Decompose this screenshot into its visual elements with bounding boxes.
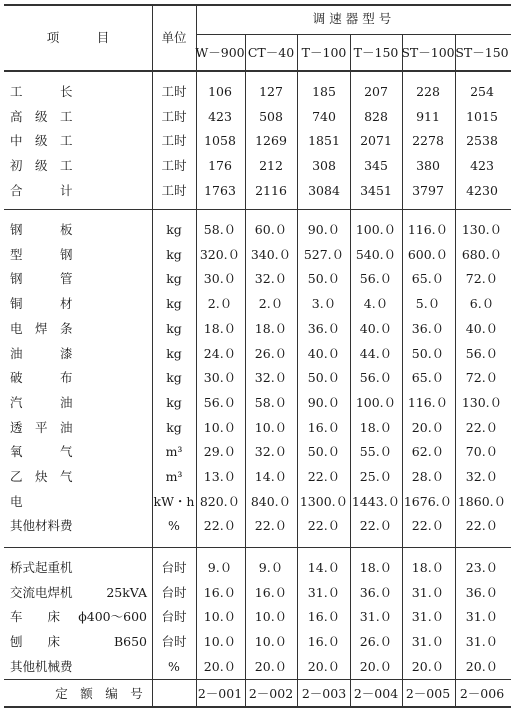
- table-cell: 840.０: [250, 493, 292, 509]
- row-unit: kg: [166, 394, 182, 410]
- table-cell: 22.０: [465, 419, 499, 435]
- table-cell: 22.０: [359, 518, 393, 534]
- quota-code: 2－003: [301, 686, 347, 701]
- row-label: 车 床: [10, 609, 61, 625]
- table-cell: 9.０: [207, 560, 233, 575]
- row-spec: ϕ400～600: [78, 609, 147, 625]
- row-unit: m³: [165, 469, 183, 484]
- table-cell: 820.０: [199, 493, 241, 509]
- row-label: 刨 床: [10, 634, 61, 650]
- table-cell: 26.０: [359, 634, 393, 650]
- table-cell: 32.０: [254, 370, 288, 386]
- table-cell: 18.０: [359, 560, 393, 575]
- table-cell: 16.０: [307, 419, 341, 435]
- table-cell: 127: [259, 84, 283, 99]
- table-cell: 22.０: [307, 518, 341, 534]
- row-label: 桥式起重机: [10, 560, 73, 575]
- table-cell: 56.０: [359, 271, 393, 287]
- model-column-divider: [245, 34, 246, 706]
- table-cell: 22.０: [254, 518, 288, 534]
- table-cell: 10.０: [254, 609, 288, 625]
- table-cell: 36.０: [307, 320, 341, 336]
- table-cell: 10.０: [203, 419, 237, 435]
- unit-column-divider: [152, 4, 153, 706]
- table-cell: 20.０: [411, 658, 445, 674]
- bottom-border: [4, 706, 511, 708]
- table-cell: 40.０: [465, 320, 499, 336]
- table-cell: 22.０: [203, 518, 237, 534]
- table-cell: 423: [470, 158, 494, 174]
- row-label: 油 漆: [10, 345, 73, 361]
- table-cell: 55.０: [359, 444, 393, 460]
- table-cell: 56.０: [203, 394, 237, 410]
- table-cell: 25.０: [359, 469, 393, 484]
- table-cell: 100.０: [355, 222, 397, 237]
- table-cell: 1676.０: [403, 493, 453, 509]
- row-unit: kg: [166, 370, 182, 386]
- row-label: 透 平 油: [10, 419, 73, 435]
- table-cell: 36.０: [465, 584, 499, 600]
- row-unit: kg: [166, 419, 182, 435]
- row-unit: %: [168, 518, 180, 534]
- table-cell: 1860.０: [457, 493, 507, 509]
- row-unit: 台时: [161, 609, 187, 625]
- table-cell: 56.０: [465, 345, 499, 361]
- table-cell: 90.０: [307, 222, 341, 237]
- row-label: 中 级 工: [10, 133, 73, 149]
- table-cell: 207: [364, 84, 388, 99]
- table-cell: 130.０: [461, 394, 503, 410]
- table-cell: 2071: [360, 133, 392, 149]
- table-cell: 20.０: [254, 658, 288, 674]
- table-cell: 22.０: [465, 518, 499, 534]
- table-cell: 31.０: [465, 634, 499, 650]
- row-label: 氧 气: [10, 444, 73, 460]
- row-label: 铜 材: [10, 296, 73, 312]
- labor-section-divider: [4, 209, 511, 210]
- table-cell: 18.０: [254, 320, 288, 336]
- model-header-divider: [196, 34, 511, 35]
- table-cell: 680.０: [461, 246, 503, 262]
- table-cell: 31.０: [411, 634, 445, 650]
- table-cell: 100.０: [355, 394, 397, 410]
- table-cell: 1763: [204, 182, 236, 198]
- table-cell: 18.０: [411, 560, 445, 575]
- table-cell: 130.０: [461, 222, 503, 237]
- row-label: 合 计: [10, 182, 73, 198]
- table-cell: 30.０: [203, 271, 237, 287]
- table-cell: 2278: [412, 133, 444, 149]
- row-unit: kg: [166, 246, 182, 262]
- row-label: 电 焊 条: [10, 320, 73, 336]
- table-cell: 20.０: [411, 419, 445, 435]
- table-cell: 3.０: [311, 296, 337, 312]
- model-column-divider: [297, 34, 298, 706]
- table-cell: 508: [259, 108, 283, 124]
- row-label: 钢 管: [10, 271, 73, 287]
- quota-code: 2－004: [353, 686, 399, 701]
- table-cell: 20.０: [203, 658, 237, 674]
- model-column-header: W－900: [195, 45, 245, 60]
- table-cell: 6.０: [469, 296, 495, 312]
- table-cell: 5.０: [415, 296, 441, 312]
- row-label: 交流电焊机: [10, 584, 73, 600]
- table-cell: 3797: [412, 182, 444, 198]
- table-cell: 4230: [466, 182, 498, 198]
- model-group-title: 调 速 器 型 号: [312, 11, 392, 26]
- table-cell: 16.０: [307, 609, 341, 625]
- table-cell: 60.０: [254, 222, 288, 237]
- table-cell: 36.０: [359, 584, 393, 600]
- table-cell: 345: [364, 158, 388, 174]
- table-cell: 58.０: [203, 222, 237, 237]
- model-column-header: T－100: [301, 45, 347, 60]
- row-unit: kW・h: [153, 493, 195, 509]
- table-cell: 3451: [360, 182, 392, 198]
- table-cell: 106: [208, 84, 232, 99]
- table-cell: 2538: [466, 133, 498, 149]
- table-cell: 2116: [255, 182, 287, 198]
- table-cell: 31.０: [465, 609, 499, 625]
- table-cell: 72.０: [465, 271, 499, 287]
- table-cell: 2.０: [207, 296, 233, 312]
- materials-section-divider: [4, 547, 511, 548]
- table-cell: 22.０: [411, 518, 445, 534]
- model-column-header: ST－100: [401, 45, 455, 60]
- model-column-header: ST－150: [455, 45, 509, 60]
- table-cell: 1443.０: [351, 493, 401, 509]
- table-cell: 58.０: [254, 394, 288, 410]
- table-cell: 540.０: [355, 246, 397, 262]
- table-cell: 30.０: [203, 370, 237, 386]
- table-cell: 911: [416, 108, 440, 124]
- table-cell: 20.０: [307, 658, 341, 674]
- table-cell: 31.０: [411, 584, 445, 600]
- table-cell: 116.０: [407, 222, 449, 237]
- table-cell: 65.０: [411, 271, 445, 287]
- quota-code: 2－001: [197, 686, 243, 701]
- table-cell: 18.０: [203, 320, 237, 336]
- table-cell: 1058: [204, 133, 236, 149]
- table-cell: 28.０: [411, 469, 445, 484]
- row-unit: kg: [166, 296, 182, 312]
- table-cell: 29.０: [203, 444, 237, 460]
- row-label: 工 长: [10, 84, 73, 99]
- table-cell: 20.０: [465, 658, 499, 674]
- table-cell: 22.０: [307, 469, 341, 484]
- table-cell: 24.０: [203, 345, 237, 361]
- table-cell: 308: [312, 158, 336, 174]
- table-cell: 10.０: [203, 609, 237, 625]
- table-cell: 50.０: [411, 345, 445, 361]
- table-cell: 212: [259, 158, 283, 174]
- table-cell: 50.０: [307, 370, 341, 386]
- table-cell: 527.０: [303, 246, 345, 262]
- table-cell: 1269: [255, 133, 287, 149]
- row-unit: kg: [166, 320, 182, 336]
- table-cell: 254: [470, 84, 494, 99]
- table-cell: 40.０: [307, 345, 341, 361]
- row-unit: 工时: [161, 158, 187, 174]
- table-cell: 13.０: [203, 469, 237, 484]
- row-label: 高 级 工: [10, 108, 73, 124]
- row-unit: kg: [166, 271, 182, 287]
- table-cell: 1015: [466, 108, 498, 124]
- row-label: 钢 板: [10, 222, 73, 237]
- table-cell: 185: [312, 84, 336, 99]
- row-unit: m³: [165, 444, 183, 460]
- table-cell: 1851: [308, 133, 340, 149]
- table-cell: 32.０: [254, 271, 288, 287]
- model-column-divider: [402, 34, 403, 706]
- table-cell: 340.０: [250, 246, 292, 262]
- model-column-divider: [350, 34, 351, 706]
- row-unit: kg: [166, 222, 182, 237]
- table-cell: 3084: [308, 182, 340, 198]
- table-cell: 32.０: [465, 469, 499, 484]
- row-label: 破 布: [10, 370, 73, 386]
- table-cell: 228: [416, 84, 440, 99]
- row-label: 其他机械费: [10, 658, 73, 674]
- row-unit: 工时: [161, 182, 187, 198]
- table-cell: 65.０: [411, 370, 445, 386]
- header-bottom-border: [4, 70, 511, 72]
- row-label: 乙 炔 气: [10, 469, 73, 484]
- model-column-divider: [455, 34, 456, 706]
- unit-column-header: 单位: [161, 30, 187, 45]
- row-unit: 台时: [161, 634, 187, 650]
- table-cell: 740: [312, 108, 336, 124]
- table-cell: 23.０: [465, 560, 499, 575]
- item-column-header: 项 目: [46, 30, 110, 45]
- table-cell: 50.０: [307, 444, 341, 460]
- table-cell: 31.０: [307, 584, 341, 600]
- table-cell: 56.０: [359, 370, 393, 386]
- table-cell: 36.０: [411, 320, 445, 336]
- row-label: 型 钢: [10, 246, 73, 262]
- table-cell: 380: [416, 158, 440, 174]
- row-unit: 台时: [161, 560, 187, 575]
- table-cell: 20.０: [359, 658, 393, 674]
- table-cell: 16.０: [254, 584, 288, 600]
- table-cell: 70.０: [465, 444, 499, 460]
- table-cell: 320.０: [199, 246, 241, 262]
- table-cell: 828: [364, 108, 388, 124]
- top-border: [4, 4, 511, 6]
- table-cell: 72.０: [465, 370, 499, 386]
- row-unit: %: [168, 658, 180, 674]
- table-cell: 176: [208, 158, 232, 174]
- quota-code: 2－002: [248, 686, 294, 701]
- model-column-header: CT－40: [247, 45, 295, 60]
- row-unit: 工时: [161, 133, 187, 149]
- row-spec: 25kVA: [106, 584, 147, 600]
- row-unit: 工时: [161, 84, 187, 99]
- table-cell: 2.０: [258, 296, 284, 312]
- table-cell: 423: [208, 108, 232, 124]
- model-area-divider: [196, 4, 197, 706]
- table-cell: 16.０: [203, 584, 237, 600]
- row-label: 初 级 工: [10, 158, 73, 174]
- table-cell: 14.０: [307, 560, 341, 575]
- table-cell: 90.０: [307, 394, 341, 410]
- table-cell: 10.０: [254, 634, 288, 650]
- table-cell: 10.０: [254, 419, 288, 435]
- row-label: 电: [10, 493, 23, 509]
- table-cell: 9.０: [258, 560, 284, 575]
- table-cell: 10.０: [203, 634, 237, 650]
- row-unit: kg: [166, 345, 182, 361]
- quota-code: 2－006: [459, 686, 505, 701]
- row-unit: 台时: [161, 584, 187, 600]
- quota-number-label: 定 额 编 号: [55, 686, 143, 701]
- table-cell: 14.０: [254, 469, 288, 484]
- row-label: 其他材料费: [10, 518, 73, 534]
- model-column-header: T－150: [353, 45, 399, 60]
- row-label: 汽 油: [10, 394, 73, 410]
- row-unit: 工时: [161, 108, 187, 124]
- table-cell: 40.０: [359, 320, 393, 336]
- table-cell: 31.０: [411, 609, 445, 625]
- table-cell: 50.０: [307, 271, 341, 287]
- table-cell: 1300.０: [299, 493, 349, 509]
- table-cell: 600.０: [407, 246, 449, 262]
- quota-code: 2－005: [405, 686, 451, 701]
- table-cell: 116.０: [407, 394, 449, 410]
- table-cell: 31.０: [359, 609, 393, 625]
- table-cell: 62.０: [411, 444, 445, 460]
- machines-section-divider: [4, 679, 511, 680]
- table-cell: 16.０: [307, 634, 341, 650]
- row-spec: B650: [113, 634, 147, 650]
- table-cell: 32.０: [254, 444, 288, 460]
- table-cell: 26.０: [254, 345, 288, 361]
- table-cell: 44.０: [359, 345, 393, 361]
- table-cell: 4.０: [363, 296, 389, 312]
- table-cell: 18.０: [359, 419, 393, 435]
